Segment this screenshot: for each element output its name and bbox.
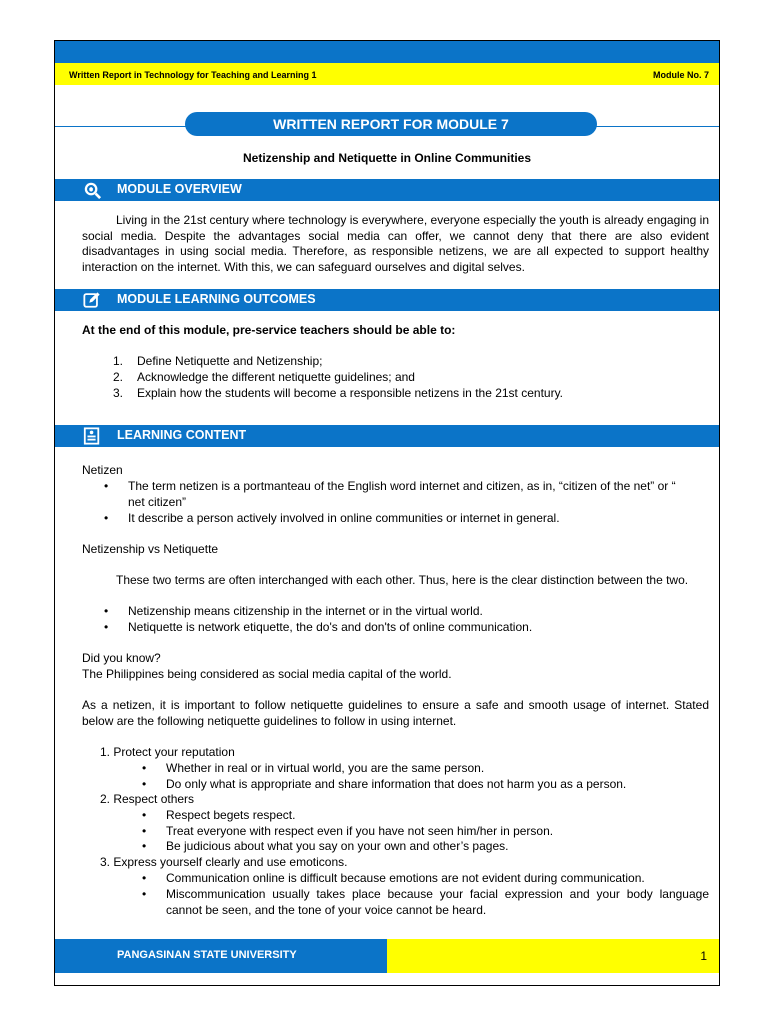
list-item-text: Do only what is appropriate and share information that does not harm you as a person.	[166, 777, 627, 791]
section-outcomes-label: MODULE LEARNING OUTCOMES	[117, 292, 316, 306]
guidelines-intro: As a netizen, it is important to follow netiquette guidelines to ensure a safe and smooth usage of internet. Stated below are the following netiquette guidelines to follow in using internet.	[82, 698, 709, 728]
bullet-dot: •	[142, 887, 147, 901]
report-subtitle: Netizenship and Netiquette in Online Communities	[242, 151, 532, 165]
bullet-dot: •	[142, 839, 147, 853]
header-module-number: Module No. 7	[653, 70, 709, 80]
bullet-dot: •	[142, 777, 147, 791]
section-overview-bar	[55, 179, 719, 201]
document-icon	[83, 427, 101, 445]
bullet-dot: •	[104, 511, 109, 525]
bullet-dot: •	[104, 604, 109, 618]
guideline-heading: 3. Express yourself clearly and use emoticons.	[100, 855, 348, 869]
did-you-know-heading: Did you know?	[82, 651, 161, 665]
section-overview-label: MODULE OVERVIEW	[117, 182, 242, 196]
header-course-title: Written Report in Technology for Teaching and Learning 1	[69, 70, 317, 80]
list-item-text: Whether in real or in virtual world, you are the same person.	[166, 761, 485, 775]
outcome-text: Acknowledge the different netiquette guidelines; and	[137, 370, 415, 384]
pencil-square-icon	[83, 291, 101, 309]
vs-heading: Netizenship vs Netiquette	[82, 542, 219, 556]
footer-university-name: PANGASINAN STATE UNIVERSITY	[117, 949, 297, 961]
bullet-dot: •	[142, 808, 147, 822]
page-frame	[54, 40, 720, 986]
outcomes-intro: At the end of this module, pre-service teachers should be able to:	[82, 323, 456, 337]
outcome-text: Define Netiquette and Netizenship;	[137, 354, 323, 368]
list-item-text: Respect begets respect.	[166, 808, 296, 822]
bullet-dot: •	[104, 479, 109, 493]
list-item-text: It describe a person actively involved in online communities or internet in general.	[128, 511, 560, 525]
list-item-text: Miscommunication usually takes place because your facial expression and your body language cannot be seen, and the tone of your voice cannot be heard.	[166, 887, 709, 917]
list-item-text: Treat everyone with respect even if you have not seen him/her in person.	[166, 824, 554, 838]
bullet-dot: •	[104, 620, 109, 634]
outcome-text: Explain how the students will become a responsible netizens in the 21st century.	[137, 386, 564, 400]
footer-university-band	[55, 939, 387, 973]
list-item-text: Netiquette is network etiquette, the do's and don'ts of online communication.	[128, 620, 533, 634]
section-content-label: LEARNING CONTENT	[117, 428, 247, 442]
list-item-text: The term netizen is a portmanteau of the English word internet and citizen, as in, “citizen of the net” or “	[128, 479, 676, 493]
netizen-heading: Netizen	[82, 463, 123, 477]
did-you-know-text: The Philippines being considered as social media capital of the world.	[82, 667, 452, 681]
outcome-number: 2.	[113, 370, 124, 384]
footer-page-band	[387, 939, 719, 973]
bullet-dot: •	[142, 871, 147, 885]
guideline-heading: 2. Respect others	[100, 792, 195, 806]
bullet-dot: •	[142, 824, 147, 838]
report-title: WRITTEN REPORT FOR MODULE 7	[185, 112, 597, 136]
list-item-text: Communication online is difficult because emotions are not evident during communication.	[166, 871, 645, 885]
guideline-heading: 1. Protect your reputation	[100, 745, 235, 759]
top-blue-band	[55, 41, 719, 63]
list-item-continued: net citizen”	[128, 495, 187, 509]
header-band	[55, 63, 719, 85]
outcome-number: 1.	[113, 354, 124, 368]
bullet-dot: •	[142, 761, 147, 775]
list-item-text: Be judicious about what you say on your own and other’s pages.	[166, 839, 509, 853]
outcome-number: 3.	[113, 386, 124, 400]
overview-paragraph: Living in the 21st century where technology is everywhere, everyone especially the youth is already engaging in social media. Despite the advantages social media can offer, we cannot deny that there are also evident disadvantages in using social media. Therefore, as responsible netizens, we are all expected to support healthy interaction on the internet. With this, we can safeguard ourselves and digital selves.	[82, 213, 709, 274]
section-content-bar	[55, 425, 719, 447]
section-outcomes-bar	[55, 289, 719, 311]
page-number: 1	[700, 949, 707, 963]
magnifier-icon	[83, 181, 101, 199]
vs-paragraph: These two terms are often interchanged with each other. Thus, here is the clear distinction between the two.	[116, 573, 689, 587]
list-item-text: Netizenship means citizenship in the internet or in the virtual world.	[128, 604, 483, 618]
